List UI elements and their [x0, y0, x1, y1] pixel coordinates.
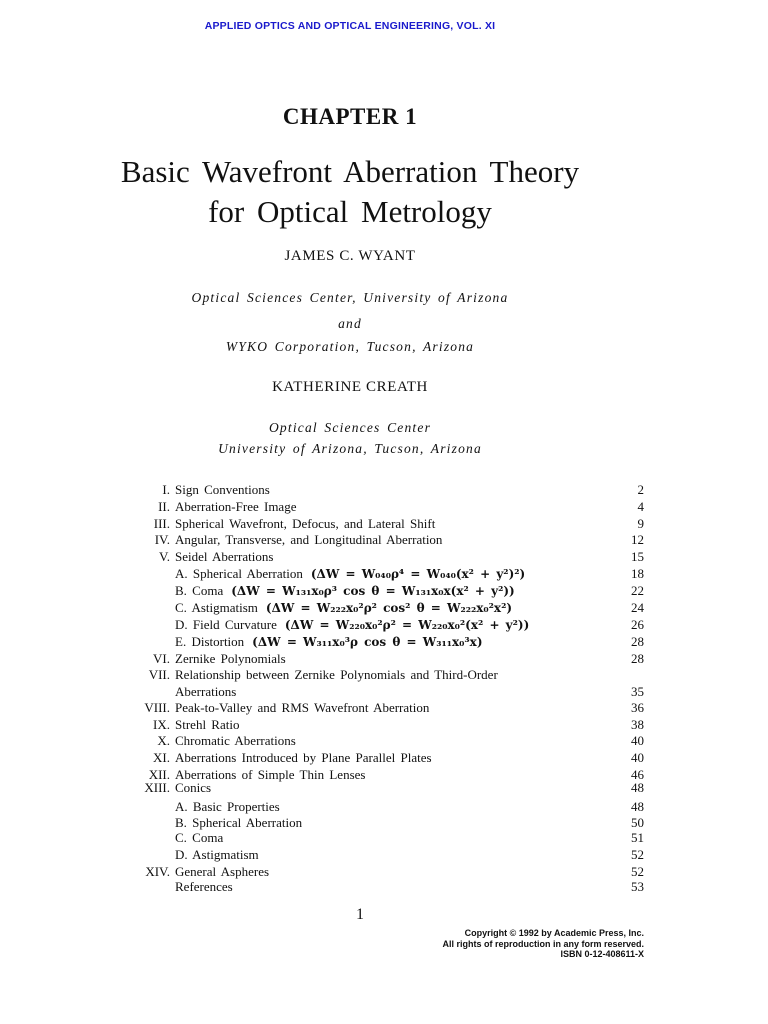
toc-entry-title-text: D. Astigmatism — [175, 847, 259, 862]
toc-entry-title-text: B. Coma — [175, 583, 224, 598]
toc-entry-page: 51 — [631, 830, 644, 845]
toc-entry-page: 28 — [631, 651, 644, 666]
toc-entry-title — [175, 566, 525, 582]
toc-entry-page: 2 — [637, 482, 644, 497]
toc-entry-number: XIII. — [144, 780, 170, 795]
toc-entry-title-text: Seidel Aberrations — [175, 549, 274, 564]
toc-entry-title-text: Sign Conventions — [175, 482, 270, 497]
toc-entry — [134, 566, 644, 582]
toc-entry-page: 28 — [631, 634, 644, 649]
toc-entry-page: 18 — [631, 566, 644, 581]
toc-entry-title-text: Chromatic Aberrations — [175, 733, 296, 748]
toc-entry — [134, 799, 644, 815]
chapter-label: CHAPTER 1 — [282, 104, 418, 129]
toc-entry-title — [175, 864, 269, 880]
author-affiliation-line: Optical Sciences Center — [268, 420, 432, 435]
author-affiliation-line: University of Arizona, Tucson, Arizona — [218, 441, 482, 456]
toc-entry-number: VIII. — [144, 700, 170, 715]
toc-entry-title — [175, 815, 302, 831]
toc-entry-page: 24 — [631, 600, 644, 615]
toc-entry-number: X. — [157, 733, 170, 748]
toc-entry-number: XI. — [153, 750, 170, 765]
toc-entry-number: VII. — [148, 667, 170, 682]
toc-entry-title — [175, 482, 270, 498]
toc-entry-page: 50 — [631, 815, 644, 830]
toc-entry-page: 22 — [631, 583, 644, 598]
toc-entry — [134, 864, 644, 880]
copyright-line: Copyright © 1992 by Academic Press, Inc. — [464, 928, 644, 938]
toc-entry-title-text: Relationship between Zernike Polynomials and Third-Order — [175, 667, 498, 682]
toc-entry-title-text: Aberrations Introduced by Plane Parallel Plates — [175, 750, 432, 765]
page-number: 1 — [356, 906, 364, 923]
toc-entry — [134, 651, 644, 667]
toc-entry-number: III. — [153, 516, 170, 531]
toc-entry-title — [175, 651, 286, 667]
toc-entry-page: 4 — [637, 499, 644, 514]
toc-entry — [134, 750, 644, 766]
toc-entry — [134, 700, 644, 716]
toc-entry-title — [175, 617, 529, 633]
toc-entry-equation: (ΔW = W₁₃₁x₀ρ³ cos θ = W₁₃₁x₀x(x² + y²)) — [231, 584, 515, 598]
toc-entry — [134, 815, 644, 831]
toc-entry-title-text: Spherical Wavefront, Defocus, and Lateral Shift — [175, 516, 436, 531]
toc-entry-title — [175, 600, 512, 616]
toc-entry-page: 40 — [631, 733, 644, 748]
toc-entry-title — [175, 549, 273, 565]
toc-entry-title-text: A. Basic Properties — [175, 799, 280, 814]
chapter-title-line-2: for Optical Metrology — [208, 194, 492, 229]
chapter-title-line-1: Basic Wavefront Aberration Theory — [120, 154, 580, 189]
toc-entry — [134, 879, 644, 895]
toc-entry-page: 38 — [631, 717, 644, 732]
toc-entry-title-text: Zernike Polynomials — [175, 651, 286, 666]
toc-entry-title-text: General Aspheres — [175, 864, 270, 879]
toc-entry-title — [175, 583, 515, 599]
toc-entry-title-text: Peak-to-Valley and RMS Wavefront Aberration — [175, 700, 430, 715]
chapter-title — [0, 152, 700, 232]
toc-entry-title-text: A. Spherical Aberration — [175, 566, 303, 581]
toc-entry-title — [175, 516, 435, 532]
toc-entry-number: II. — [158, 499, 170, 514]
series-header: APPLIED OPTICS AND OPTICAL ENGINEERING, VOL. XI — [204, 20, 496, 32]
toc-entry-title — [175, 799, 280, 815]
toc-entry — [134, 482, 644, 498]
toc-entry-page: 52 — [631, 847, 644, 862]
toc-entry-page: 48 — [631, 799, 644, 814]
toc-entry — [134, 600, 644, 616]
toc-entry — [134, 516, 644, 532]
toc-entry-equation: (ΔW = W₂₂₂x₀²ρ² cos² θ = W₂₂₂x₀²x²) — [265, 601, 513, 615]
toc-entry-number: I. — [162, 482, 170, 497]
toc-entry-title — [175, 780, 211, 796]
toc-entry-title-text: Strehl Ratio — [175, 717, 240, 732]
toc-entry-number: V. — [159, 549, 170, 564]
toc-entry — [134, 733, 644, 749]
toc-entry-page: 35 — [631, 684, 644, 699]
toc-entry-title-text: Angular, Transverse, and Longitudinal Aberration — [175, 532, 443, 547]
toc-entry-title — [175, 717, 239, 733]
toc-entry-title-text: D. Field Curvature — [175, 617, 277, 632]
toc-entry-title-text: Aberrations — [175, 684, 237, 699]
toc-entry-page: 36 — [631, 700, 644, 715]
author-affiliation-line: and — [338, 316, 362, 331]
toc-entry-page: 52 — [631, 864, 644, 879]
toc-entry-title-text: Conics — [175, 780, 212, 795]
toc-entry-equation: (ΔW = W₀₄₀ρ⁴ = W₀₄₀(x² + y²)²) — [310, 567, 526, 581]
author-name: KATHERINE CREATH — [272, 379, 428, 395]
toc-entry-title — [175, 684, 236, 700]
author-affiliation-line: WYKO Corporation, Tucson, Arizona — [225, 339, 475, 354]
toc-entry-page: 48 — [631, 780, 644, 795]
toc-entry-title — [175, 532, 442, 548]
toc-entry-title — [175, 634, 483, 650]
toc-entry — [134, 499, 644, 515]
toc-entry-page: 12 — [631, 532, 644, 547]
toc-entry-page: 9 — [637, 516, 644, 531]
toc-entry — [134, 830, 644, 846]
toc-entry-title-text: B. Spherical Aberration — [175, 815, 303, 830]
toc-entry-title-text: C. Coma — [175, 830, 224, 845]
toc-entry-page: 46 — [631, 767, 644, 782]
toc-entry — [134, 583, 644, 599]
toc-entry — [134, 717, 644, 733]
toc-entry-equation: (ΔW = W₃₁₁x₀³ρ cos θ = W₃₁₁x₀³x) — [252, 635, 483, 649]
toc-entry-page: 26 — [631, 617, 644, 632]
toc-entry-title — [175, 667, 498, 683]
toc-entry — [134, 847, 644, 863]
toc-entry-title-text: Aberration-Free Image — [175, 499, 297, 514]
toc-entry-title — [175, 700, 429, 716]
toc-entry-number: IV. — [154, 532, 170, 547]
toc-entry — [134, 532, 644, 548]
toc-entry — [134, 780, 644, 796]
toc-entry-title-text: Aberrations of Simple Thin Lenses — [175, 767, 366, 782]
toc-entry-number: IX. — [153, 717, 170, 732]
toc-entry — [134, 549, 644, 565]
toc-entry-title — [175, 830, 223, 846]
toc-entry-title-text: References — [175, 879, 233, 894]
toc-entry-title — [175, 879, 233, 895]
toc-entry-title — [175, 750, 432, 766]
isbn-line: ISBN 0-12-408611-X — [560, 949, 644, 959]
toc-entry-title-text: E. Distortion — [175, 634, 245, 649]
toc-entry-number: XII. — [148, 767, 170, 782]
toc-entry-title — [175, 733, 296, 749]
toc-entry-equation: (ΔW = W₂₂₀x₀²ρ² = W₂₂₀x₀²(x² + y²)) — [284, 618, 530, 632]
toc-entry-number: XIV. — [145, 864, 170, 879]
toc-entry — [134, 634, 644, 650]
copyright-line: All rights of reproduction in any form reserved. — [442, 939, 644, 949]
toc-entry — [134, 667, 644, 683]
toc-entry-title — [175, 847, 259, 863]
toc-entry — [134, 617, 644, 633]
toc-entry-page: 40 — [631, 750, 644, 765]
toc-entry — [134, 684, 644, 700]
author-name: JAMES C. WYANT — [284, 248, 416, 264]
toc-entry-page: 15 — [631, 549, 644, 564]
toc-entry-page: 53 — [631, 879, 644, 894]
toc-entry-number: VI. — [153, 651, 170, 666]
author-affiliation-line: Optical Sciences Center, University of Arizona — [191, 290, 509, 305]
toc-entry-title-text: C. Astigmatism — [175, 600, 258, 615]
toc-entry-title — [175, 499, 296, 515]
